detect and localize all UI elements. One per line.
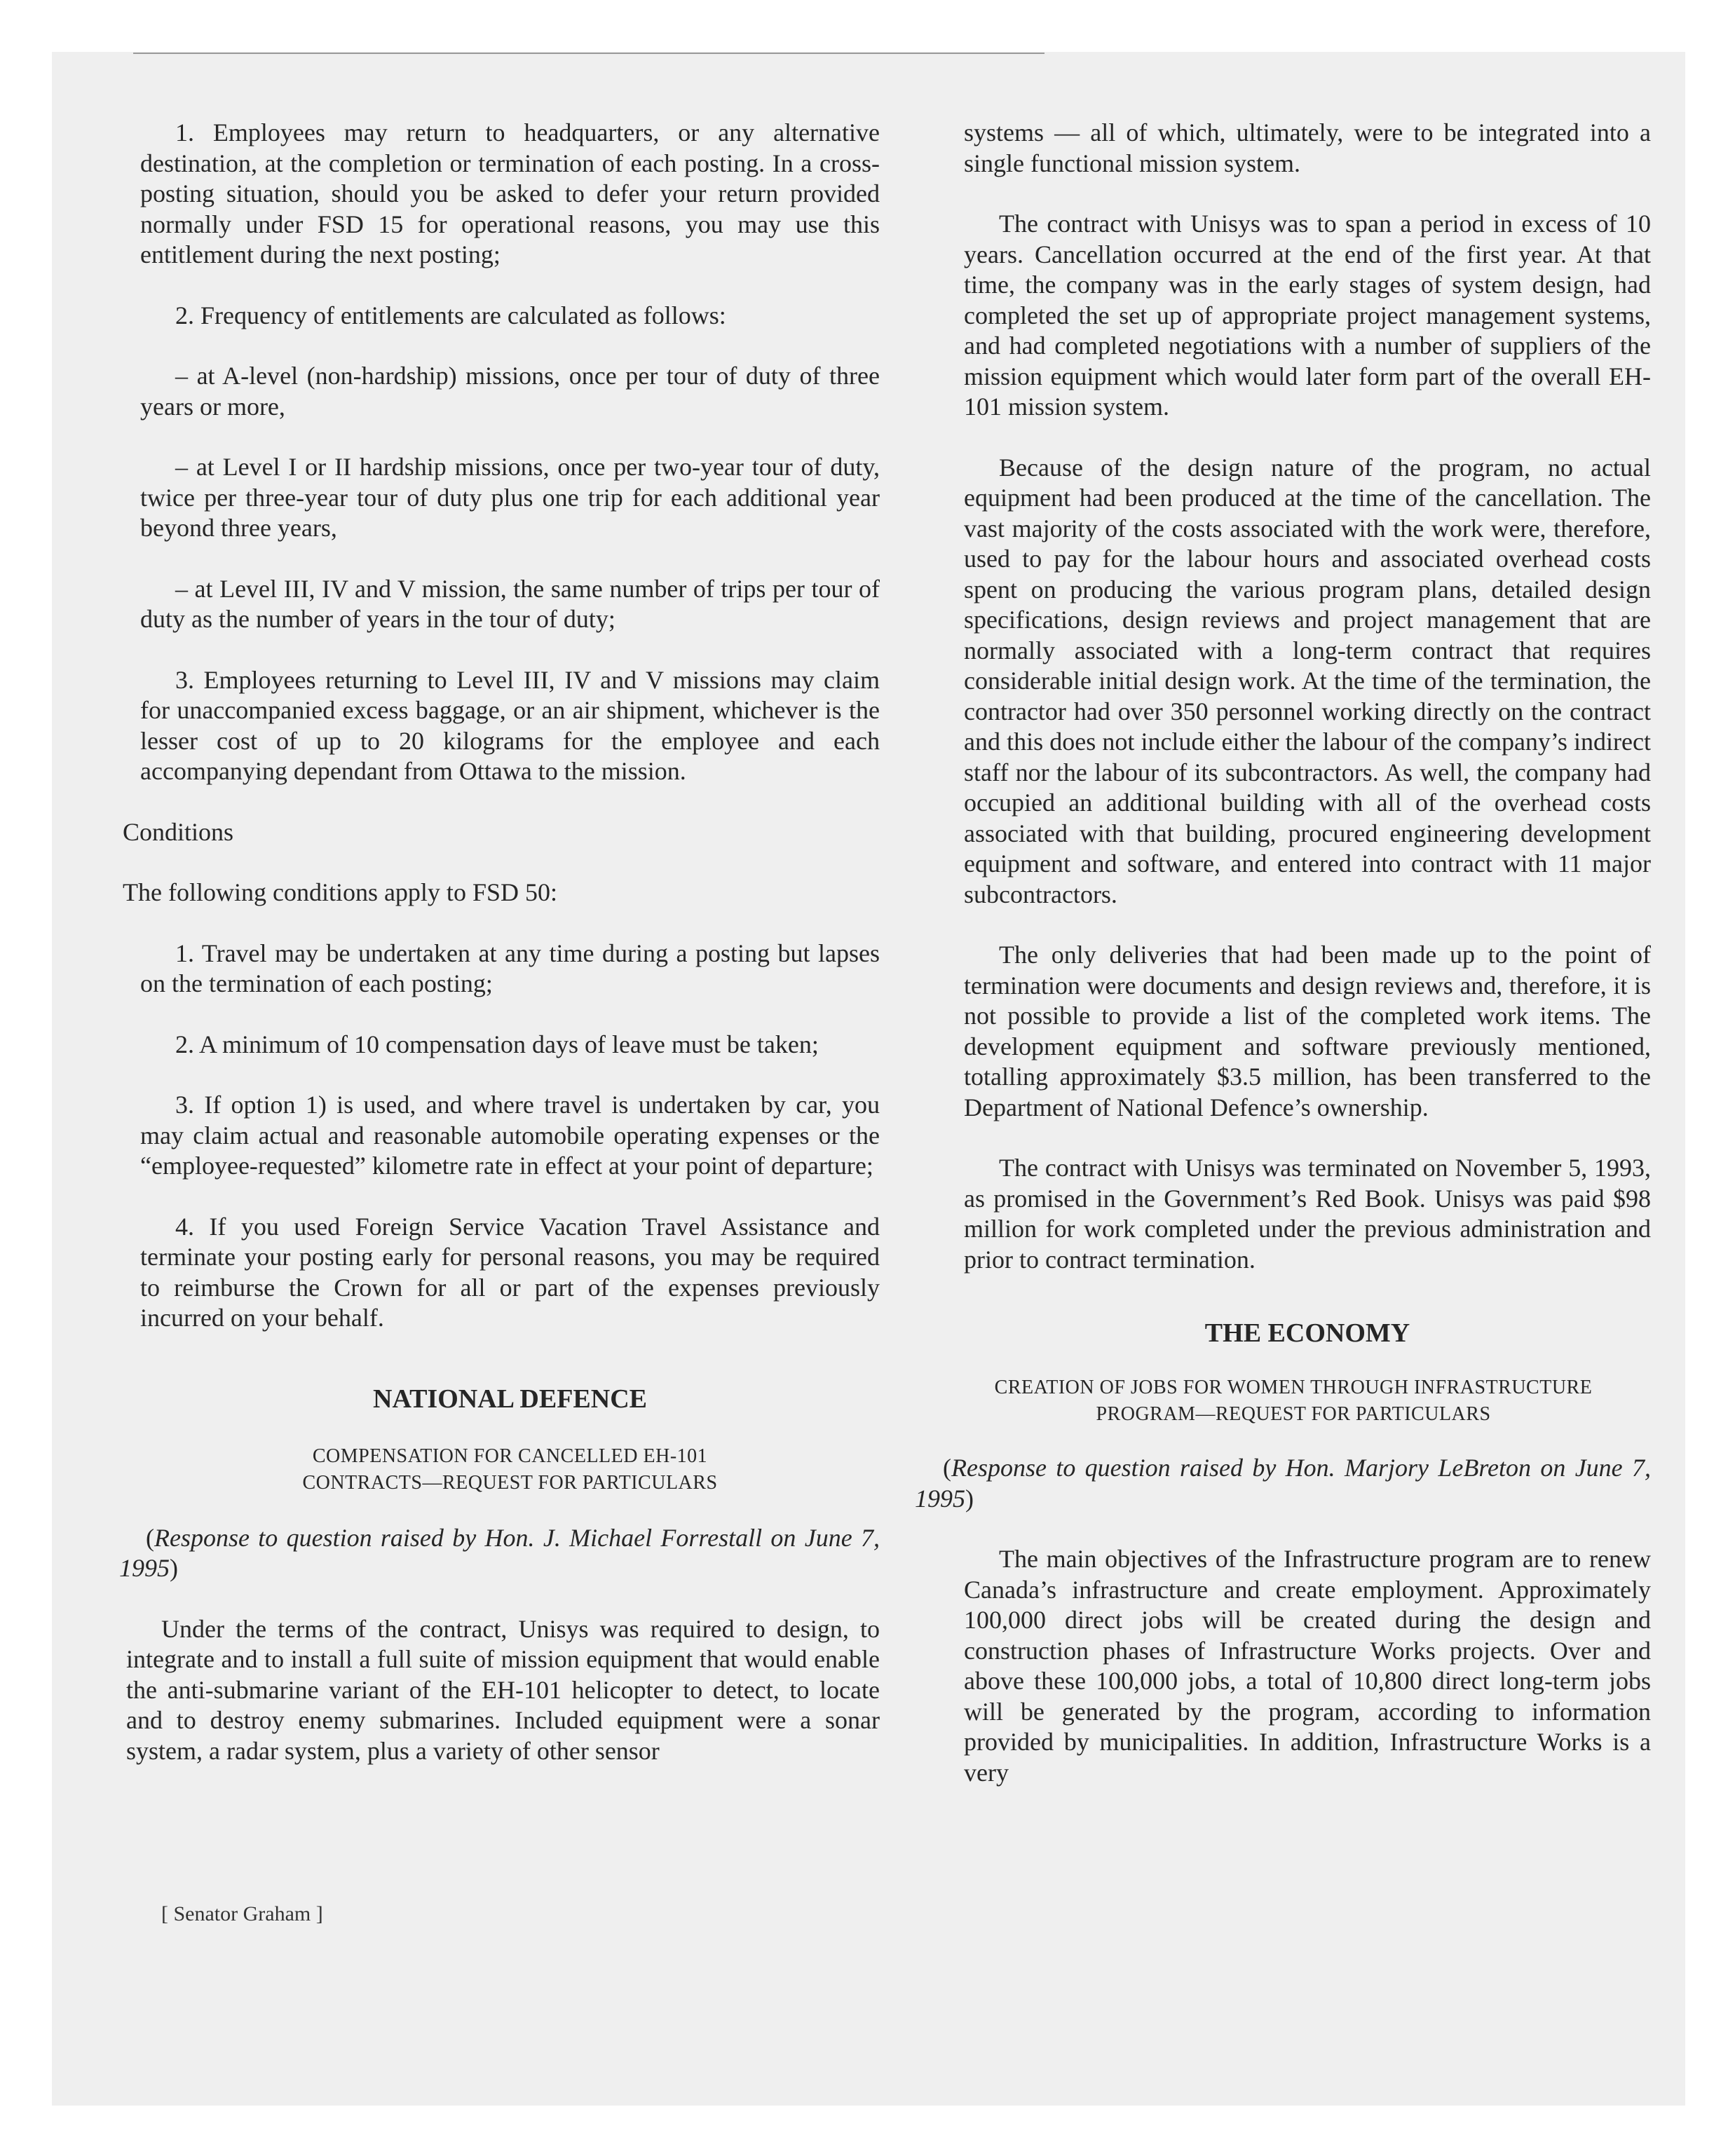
subheading-line-2: PROGRAM—REQUEST FOR PARTICULARS: [1096, 1403, 1491, 1425]
condition-3: 3. If option 1) is used, and where travel is undertaken by car, you may claim actual and reasonable automobile operating expenses or the “employee-requested” kilometre rate in effect at your point of departure;: [140, 1091, 880, 1180]
response-note: [119, 1523, 880, 1584]
response-note: [915, 1453, 1651, 1514]
section-heading-economy: THE ECONOMY: [1204, 1318, 1410, 1348]
body-continued: systems — all of which, ultimately, were to be integrated into a single functional mission system.: [964, 118, 1651, 177]
footer-speaker: [ Senator Graham ]: [161, 1902, 323, 1925]
body-paragraph-6: The main objectives of the Infrastructure program are to renew Canada’s infrastructure and create employment. Approximately 100,000 direct jobs will be created during the design and construction phases of Infrastructure Works projects. Over and above these 100,000 jobs, a total of 10,800 direct long-term jobs will be generated by the program, according to information provided by municipalities. In addition, Infrastructure Works is a very: [964, 1545, 1651, 1787]
right-column: [915, 118, 1651, 1788]
body-paragraph-3: Because of the design nature of the program, no actual equipment had been produced at the time of the cancellation. The vast majority of the costs associated with the work were, therefore, used to pay for the labour hours and associated overhead costs spent on producing the various program plans, detailed design specifications, design reviews and project management that are normally associated with a long-term contract that requires considerable initial design work. At the time of the termination, the contractor had over 350 personnel working directly on the contract and this does not include either the labour of the company’s indirect staff nor the labour of its subcontractors. As well, the company had occupied an additional building with all of the overhead costs associated with that building, procured engineering development equipment and software, and entered into contract with 11 major subcontractors.: [964, 453, 1651, 908]
condition-4: 4. If you used Foreign Service Vacation Travel Assistance and terminate your posting early for personal reasons, you may be required to reimburse the Crown for all or part of the expenses previously incurred on your behalf.: [140, 1212, 880, 1332]
entitlement-3: 3. Employees returning to Level III, IV and V missions may claim for unaccompanied excess baggage, or an air shipment, whichever is the lesser cost of up to 20 kilograms for the employee and each accompanying dependant from Ottawa to the mission.: [140, 665, 880, 785]
bullet-a-level: – at A-level (non-hardship) missions, once per tour of duty of three years or more,: [140, 362, 880, 421]
condition-2: 2. A minimum of 10 compensation days of leave must be taken;: [175, 1030, 819, 1058]
body-paragraph-5: The contract with Unisys was terminated on November 5, 1993, as promised in the Government’s Red Book. Unisys was paid $98 million for work completed under the previous administration and prior to contract termination.: [964, 1154, 1651, 1274]
subheading-line-1: CREATION OF JOBS FOR WOMEN THROUGH INFRASTRUCTURE: [994, 1377, 1593, 1398]
entitlement-2: 2. Frequency of entitlements are calculated as follows:: [175, 301, 726, 329]
section-heading-national-defence: NATIONAL DEFENCE: [373, 1384, 647, 1414]
entitlement-1: 1. Employees may return to headquarters, or any alternative destination, at the completion or termination of each posting. In a cross-posting situation, should you be asked to defer your return provided normally under FSD 15 for operational reasons, you may use this entitlement during the next posting;: [140, 118, 880, 268]
conditions-label: Conditions: [123, 817, 234, 846]
bullet-level-i-ii: – at Level I or II hardship missions, once per two-year tour of duty, twice per three-year tour of duty plus one trip for each additional year beyond three years,: [140, 453, 880, 542]
response-text: Response to question raised by Hon. Marjory LeBreton on June 7, 1995: [915, 1454, 1651, 1513]
body-paragraph-2: The contract with Unisys was to span a period in excess of 10 years. Cancellation occurred at the end of the first year. At that time, the company was in the early stages of system design, had completed the set up of appropriate project management systems, and had completed negotiations with a number of suppliers of the mission equipment which would later form part of the overall EH-101 mission system.: [964, 210, 1651, 421]
bullet-level-iii-v: – at Level III, IV and V mission, the same number of trips per tour of duty as the number of years in the tour of duty;: [140, 574, 880, 633]
subheading-line-2: CONTRACTS—REQUEST FOR PARTICULARS: [302, 1471, 718, 1494]
response-close-paren: ): [965, 1484, 974, 1513]
response-open-paren: (: [146, 1523, 154, 1552]
top-rule: [133, 53, 1045, 54]
conditions-intro: The following conditions apply to FSD 50:: [123, 878, 557, 906]
left-column: [119, 118, 880, 1766]
body-paragraph-1: Under the terms of the contract, Unisys was required to design, to integrate and to install a full suite of mission equipment that would enable the anti-submarine variant of the EH-101 helicopter to detect, to locate and to destroy enemy submarines. Included equipment were a sonar system, a radar system, plus a variety of other sensor: [126, 1614, 880, 1765]
response-open-paren: (: [943, 1454, 951, 1482]
response-text: Response to question raised by Hon. J. Michael Forrestall on June 7, 1995: [119, 1523, 880, 1582]
response-close-paren: ): [170, 1554, 178, 1582]
condition-1: 1. Travel may be undertaken at any time during a posting but lapses on the termination of each posting;: [140, 939, 880, 997]
body-paragraph-4: The only deliveries that had been made up to the point of termination were documents and design reviews and, therefore, it is not possible to provide a list of the completed work items. The development equipment and software previously mentioned, totalling approximately $3.5 million, has been transferred to the Department of National Defence’s ownership.: [964, 941, 1651, 1121]
subheading-line-1: COMPENSATION FOR CANCELLED EH-101: [312, 1445, 708, 1467]
